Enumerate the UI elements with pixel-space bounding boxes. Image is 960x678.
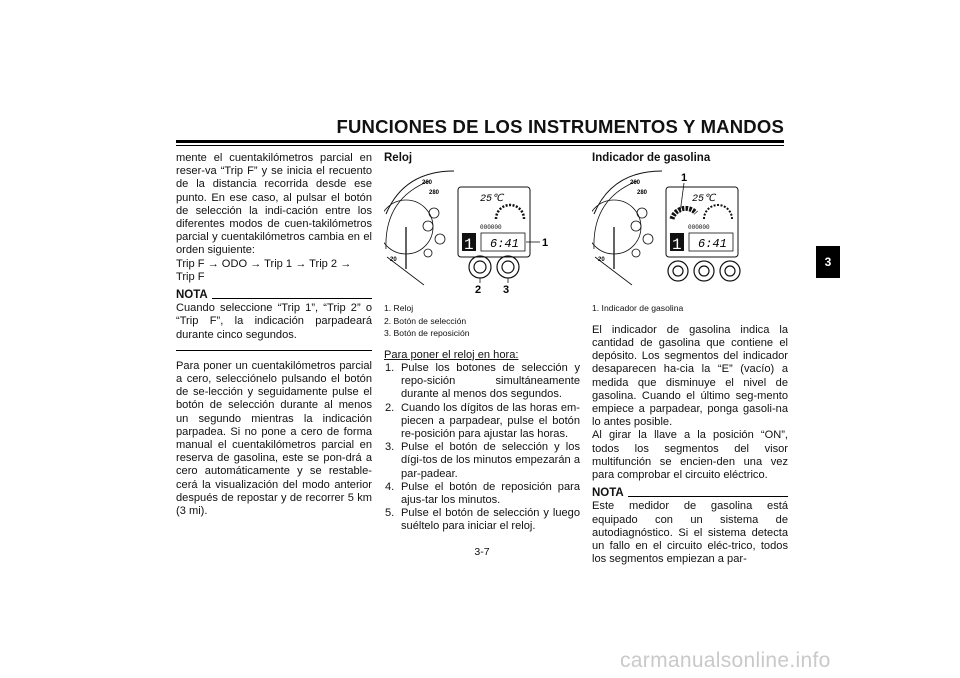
column-middle — [384, 152, 580, 534]
callout-number: 1 — [542, 237, 549, 250]
list-item — [384, 507, 580, 533]
instrument-cluster-illustration — [384, 169, 554, 294]
callout-number: 2 — [475, 284, 482, 295]
nota-label: NOTA — [592, 487, 624, 500]
section-heading-reloj: Reloj — [384, 152, 413, 164]
figure-captions — [384, 302, 580, 340]
gear-digit: 1 — [464, 236, 474, 255]
step-text: Pulse los botones de selección y repo-sición simultáneamente durante al menos dos segundos. — [401, 361, 580, 401]
list-item — [384, 362, 580, 402]
step-number: 1. — [385, 361, 395, 374]
step-number: 2. — [385, 401, 395, 414]
instrument-figure-fuel — [592, 169, 762, 294]
step-number: 4. — [385, 480, 395, 493]
caption: 2. Botón de selección — [384, 315, 467, 326]
nota-rule — [212, 298, 372, 299]
nota-text: Cuando seleccione “Trip 1”, “Trip 2” o “Trip F”, la indicación parpadeará durante cinco segundos. — [176, 302, 372, 341]
odometer-digits: 000000 — [688, 224, 710, 232]
speed-mark: 260 — [422, 180, 433, 187]
trip-sequence: Trip F → ODO → Trip 1 → Trip 2 → Trip F — [176, 257, 352, 283]
nota-header — [592, 487, 788, 500]
temp-display: 25℃ — [480, 194, 504, 206]
callout-number: 1 — [681, 172, 688, 185]
list-item — [384, 481, 580, 507]
figure-captions — [592, 302, 788, 315]
chapter-tab: 3 — [816, 246, 840, 278]
instrument-figure-clock — [384, 169, 554, 294]
title-rule — [176, 140, 784, 143]
watermark: carmanualsonline.info — [620, 649, 831, 672]
nota-end-rule — [176, 350, 372, 351]
steps-list — [384, 362, 580, 534]
nota-rule — [628, 496, 788, 497]
speed-mark: 260 — [630, 180, 641, 187]
step-text: Cuando los dígitos de las horas em-piecen a parpadear, pulse el botón re-posición para ajustar las horas. — [401, 401, 580, 440]
paragraph: Para poner un cuentakilómetros parcial a cero, selecciónelo pulsando el botón de se-lección y seguidamente pulse el botón de selección durante al menos un segundo mientras la indicación parpadea. Si no pone a cero de forma manual el cuentakilómetros parcial en reserva de gasolina, este se pon-drá a cero automáticamente y se restable-cerá la visualización del modo anterior después de repostar y de recorrer 5 km (3 mi). — [176, 359, 372, 518]
gear-digit: 1 — [672, 236, 682, 255]
page-number: 3-7 — [474, 546, 490, 558]
rpm-mark: 20 — [598, 257, 605, 264]
list-item — [384, 441, 580, 481]
speed-mark: 280 — [429, 190, 440, 197]
nota-text: Este medidor de gasolina está equipado con un sistema de autodiagnóstico. Si el sistema detecta un fallo en el circuito eléc-trico, todos los segmentos empiezan a par- — [592, 500, 788, 566]
step-text: Pulse el botón de selección y luego suéltelo para iniciar el reloj. — [401, 507, 580, 533]
column-left — [176, 152, 372, 518]
step-number: 5. — [385, 507, 395, 520]
clock-display: 6:41 — [490, 237, 519, 252]
step-text: Pulse el botón de selección y los dígi-tos de los minutos empezarán a par-padear. — [401, 441, 580, 480]
odometer-digits: 000000 — [480, 224, 502, 232]
column-right — [592, 152, 788, 566]
rpm-mark: 20 — [390, 257, 397, 264]
caption: 1. Indicador de gasolina — [592, 303, 684, 314]
title-rule-thin — [176, 145, 784, 146]
speed-mark: 280 — [637, 190, 648, 197]
paragraph: mente el cuentakilómetros parcial en reser-va “Trip F” y se inicia el recuento de la distancia recorrida desde ese punto. En ese caso, al pulsar el botón de selección la indi-cación entre los diferentes modos de cuen-takilómetros parcial y cuentakilómetros cambia en el orden siguiente: — [176, 152, 372, 257]
paragraph: El indicador de gasolina indica la cantidad de gasolina que contiene el depósito. Los segmentos del indicador desaparecen ha-cia la “E” (vacío) a medida que disminuye el nivel de gasolina. Cuando el último seg-mento empiece a parpadear, ponga gasoli-na lo antes posible. — [592, 323, 788, 429]
page-title: FUNCIONES DE LOS INSTRUMENTOS Y MANDOS — [336, 116, 784, 137]
nota-header — [176, 289, 372, 302]
paragraph: Al girar la llave a la posición “ON”, todos los segmentos del visor multifunción se encien-den una vez para comprobar el circuito eléctrico. — [592, 429, 788, 481]
caption: 1. Reloj — [384, 303, 414, 314]
temp-display: 25℃ — [692, 194, 716, 206]
caption: 3. Botón de reposición — [384, 328, 470, 339]
step-number: 3. — [385, 441, 395, 454]
clock-display: 6:41 — [698, 237, 727, 252]
procedure-subheading: Para poner el reloj en hora: — [384, 348, 519, 361]
list-item — [384, 402, 580, 442]
step-text: Pulse el botón de reposición para ajus-tar los minutos. — [401, 480, 580, 506]
instrument-cluster-illustration — [592, 169, 762, 294]
nota-label: NOTA — [176, 289, 208, 302]
callout-number: 3 — [503, 284, 510, 295]
section-heading-fuel: Indicador de gasolina — [592, 152, 711, 164]
